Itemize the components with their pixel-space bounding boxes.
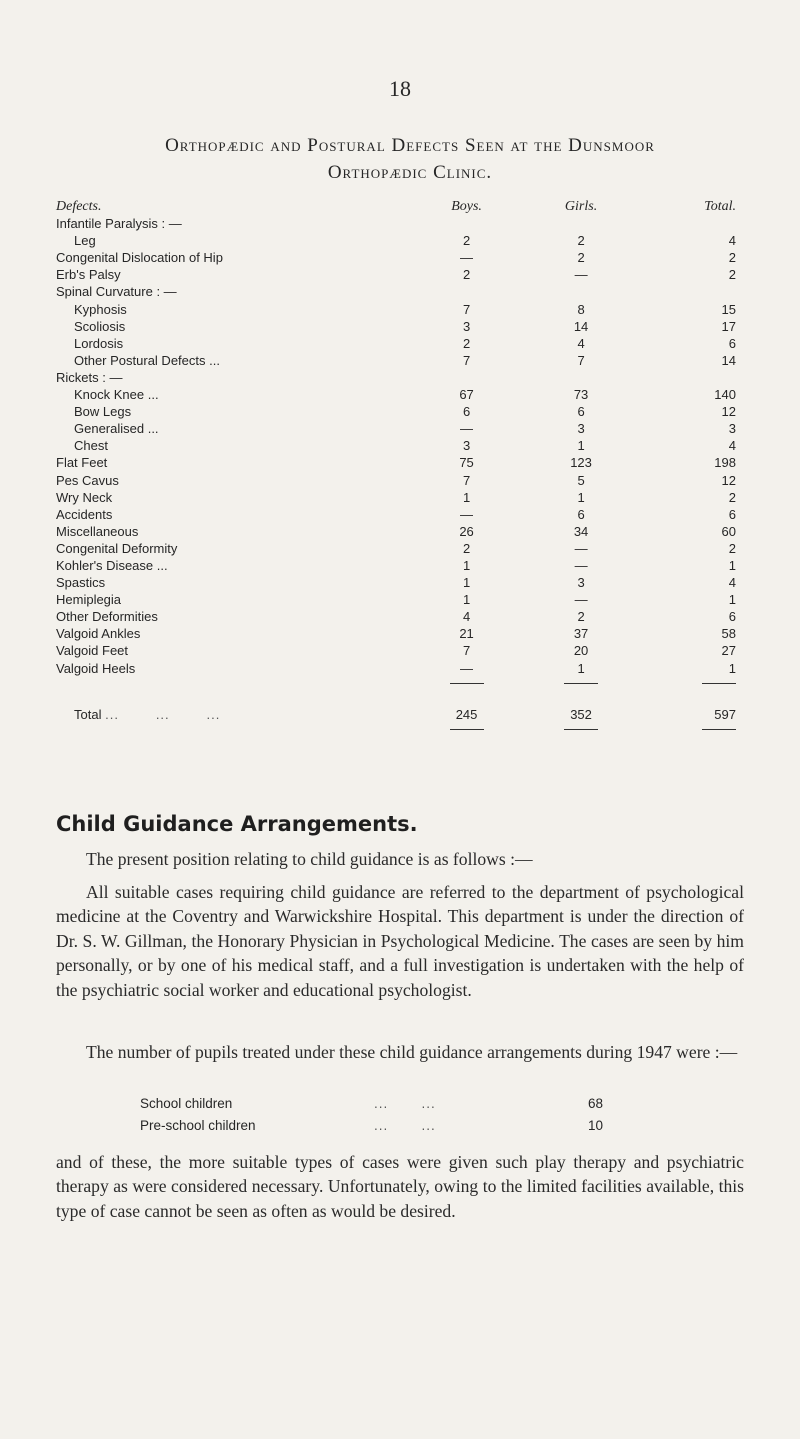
row-girls: 6 [577, 506, 585, 522]
row-total: 14 [721, 352, 736, 368]
row-total: 1 [728, 660, 736, 676]
row-label: Kyphosis [74, 301, 127, 317]
table-row [56, 574, 746, 591]
row-label: Pes Cavus [56, 472, 119, 488]
row-boys: — [460, 506, 474, 522]
row-label: Valgoid Ankles [56, 626, 141, 642]
defects-table [56, 198, 746, 730]
row-total [642, 215, 746, 232]
paragraph-therapy: and of these, the more suitable types of cases were given such play therapy and psychiatric therapy as were considered necessary. Unfortunately, owing to the limited facilities available, this type of case cannot be seen as often as would be desired. [56, 1152, 744, 1221]
row-girls: 73 [573, 387, 589, 403]
total-girls: 352 [570, 706, 592, 722]
list-item: Pre-school children ... ... 10 [140, 1115, 640, 1137]
table-row [56, 335, 746, 352]
row-label: Kohler's Disease ... [56, 557, 168, 573]
table-row [56, 489, 746, 506]
list-item: School children ... ... 68 [140, 1093, 640, 1115]
table-group-row [56, 369, 746, 386]
row-boys: 26 [459, 523, 474, 539]
row-girls: 4 [577, 335, 585, 351]
table-row [56, 249, 746, 266]
row-label: Rickets : — [56, 369, 123, 385]
row-label: Lordosis [74, 335, 124, 351]
row-label: Spastics [56, 575, 106, 591]
row-total: 3 [728, 421, 736, 437]
row-girls: 3 [577, 421, 585, 437]
row-girls: — [574, 267, 588, 283]
row-girls: — [574, 557, 588, 573]
pupil-category-label: School children [140, 1096, 233, 1111]
row-boys: 1 [462, 489, 471, 505]
rule-line [564, 683, 598, 684]
row-label: Other Deformities [56, 609, 158, 625]
row-girls: 2 [577, 250, 585, 266]
table-row [56, 608, 746, 625]
row-girls: — [574, 540, 588, 556]
row-total [642, 369, 746, 386]
rule-line [564, 729, 598, 730]
row-total: 27 [721, 643, 736, 659]
row-label: Valgoid Heels [56, 660, 136, 676]
row-label: Chest [74, 438, 108, 454]
row-girls: 2 [577, 233, 585, 249]
row-boys: 2 [462, 540, 471, 556]
table-row [56, 642, 746, 659]
report-title [40, 132, 780, 186]
row-label: Hemiplegia [56, 592, 122, 608]
row-label: Congenital Deformity [56, 540, 178, 556]
rule-line [702, 683, 736, 684]
row-label: Wry Neck [56, 489, 113, 505]
rule-line [450, 683, 484, 684]
report-title-line-2: Orthopædic Clinic. [327, 162, 493, 183]
row-girls: — [574, 592, 588, 608]
row-girls: 34 [573, 523, 589, 539]
table-row [56, 660, 746, 677]
table-row [56, 352, 746, 369]
row-boys: — [460, 660, 474, 676]
total-label: Total ... ... ... [74, 706, 221, 722]
row-girls: 20 [573, 643, 589, 659]
total-row [56, 684, 746, 723]
row-girls: 37 [573, 626, 589, 642]
table-row [56, 386, 746, 403]
row-boys: 7 [462, 643, 471, 659]
row-total: 2 [728, 267, 736, 283]
table-row [56, 232, 746, 249]
row-boys: 21 [459, 626, 474, 642]
row-total: 2 [728, 540, 736, 556]
row-boys: 2 [462, 267, 471, 283]
row-label: Erb's Palsy [56, 267, 121, 283]
row-boys: 3 [462, 438, 471, 454]
row-girls: 1 [577, 660, 585, 676]
row-boys: — [460, 421, 474, 437]
row-label: Spinal Curvature : — [56, 284, 177, 300]
header-girls: Girls. [564, 199, 598, 214]
row-girls [520, 215, 642, 232]
header-defects: Defects. [56, 199, 102, 214]
table-row [56, 506, 746, 523]
row-boys [413, 215, 520, 232]
row-boys: 7 [462, 352, 471, 368]
row-boys [413, 369, 520, 386]
row-girls: 123 [570, 455, 592, 471]
paragraph-referral: All suitable cases requiring child guidance are referred to the department of psychological medicine at the Coventry and Warwickshire Hospital. This department is under the direction of Dr. S. W. Gillman, the Honorary Physician in Psychological Medicine. The cases are seen by him personally, or by one of his medical staff, and a full investigation is undertaken with the help of the psychiatric social worker and educational psychologist. [56, 882, 744, 1000]
row-total: 15 [721, 301, 736, 317]
table-row [56, 437, 746, 454]
row-girls: 3 [577, 575, 585, 591]
row-label: Valgoid Feet [56, 643, 129, 659]
header-total: Total. [704, 199, 736, 214]
pupils-list [140, 1093, 640, 1137]
row-boys: 1 [462, 592, 471, 608]
table-row [56, 523, 746, 540]
row-girls: 7 [577, 352, 585, 368]
table-row [56, 625, 746, 642]
row-label: Scoliosis [74, 318, 126, 334]
table-body [56, 215, 746, 677]
row-total: 140 [714, 387, 736, 403]
row-girls: 2 [577, 609, 585, 625]
table-row [56, 454, 746, 471]
total-boys: 245 [455, 706, 478, 722]
row-label: Accidents [56, 506, 113, 522]
page-number: 18 [389, 76, 411, 101]
report-title-line-1: Orthopædic and Postural Defects Seen at the Dunsmoor [165, 135, 655, 156]
row-girls: 1 [577, 438, 585, 454]
row-label: Bow Legs [74, 404, 132, 420]
row-boys: 75 [459, 455, 474, 471]
row-total: 12 [721, 472, 736, 488]
section-heading: Child Guidance Arrangements. [56, 812, 418, 836]
table-group-row [56, 215, 746, 232]
row-boys: 6 [462, 404, 471, 420]
row-total: 17 [721, 318, 736, 334]
row-total: 4 [728, 575, 736, 591]
row-boys: 1 [462, 557, 471, 573]
table-row [56, 318, 746, 335]
pupil-count: 68 [588, 1096, 604, 1111]
row-label: Infantile Paralysis : — [56, 216, 182, 232]
pupil-category-label: Pre-school children [140, 1118, 256, 1133]
row-label: Leg [74, 233, 96, 249]
row-label: Knock Knee ... [74, 387, 159, 403]
row-girls: 6 [577, 404, 585, 420]
pupil-count: 10 [588, 1118, 604, 1133]
row-label: Miscellaneous [56, 523, 139, 539]
table-row [56, 540, 746, 557]
row-girls [520, 283, 642, 300]
row-girls: 14 [573, 318, 589, 334]
table-row [56, 301, 746, 318]
row-total: 2 [728, 250, 736, 266]
row-total: 2 [728, 489, 736, 505]
table-row [56, 472, 746, 489]
row-boys [413, 283, 520, 300]
row-total: 6 [728, 609, 736, 625]
rule-row [56, 723, 746, 730]
row-label: Congenital Dislocation of Hip [56, 250, 223, 266]
header-boys: Boys. [451, 199, 482, 214]
intro-paragraph: The present position relating to child guidance is as follows :— [86, 849, 533, 869]
rule-line [702, 729, 736, 730]
table-row [56, 591, 746, 608]
table-group-row [56, 283, 746, 300]
table-header-row [56, 198, 746, 215]
row-girls [520, 369, 642, 386]
row-total: 1 [728, 557, 736, 573]
row-total: 58 [721, 626, 736, 642]
row-total: 198 [714, 455, 736, 471]
table-row [56, 557, 746, 574]
row-boys: 3 [462, 318, 471, 334]
row-label: Other Postural Defects ... [74, 352, 220, 368]
row-boys: 7 [462, 301, 471, 317]
row-boys: 67 [459, 387, 474, 403]
row-total: 12 [721, 404, 736, 420]
row-label: Flat Feet [56, 455, 108, 471]
rule-line [450, 729, 484, 730]
row-total: 60 [721, 523, 736, 539]
row-boys: 4 [462, 609, 471, 625]
paragraph-pupils-treated: The number of pupils treated under these child guidance arrangements during 1947 were :— [86, 1042, 738, 1062]
rule-row [56, 677, 746, 684]
row-total: 4 [728, 438, 736, 454]
table-row [56, 420, 746, 437]
total-total: 597 [714, 706, 736, 722]
row-boys: 1 [462, 575, 471, 591]
row-girls: 1 [577, 489, 585, 505]
table-row [56, 266, 746, 283]
row-girls: 5 [577, 472, 585, 488]
row-total: 4 [728, 233, 736, 249]
row-boys: 7 [462, 472, 471, 488]
row-girls: 8 [577, 301, 585, 317]
row-boys: 2 [462, 233, 471, 249]
row-total: 6 [728, 506, 736, 522]
row-total: 6 [728, 335, 736, 351]
table-row [56, 403, 746, 420]
row-boys: 2 [462, 335, 471, 351]
row-label: Generalised ... [74, 421, 159, 437]
row-total [642, 283, 746, 300]
row-total: 1 [728, 592, 736, 608]
row-boys: — [460, 250, 474, 266]
